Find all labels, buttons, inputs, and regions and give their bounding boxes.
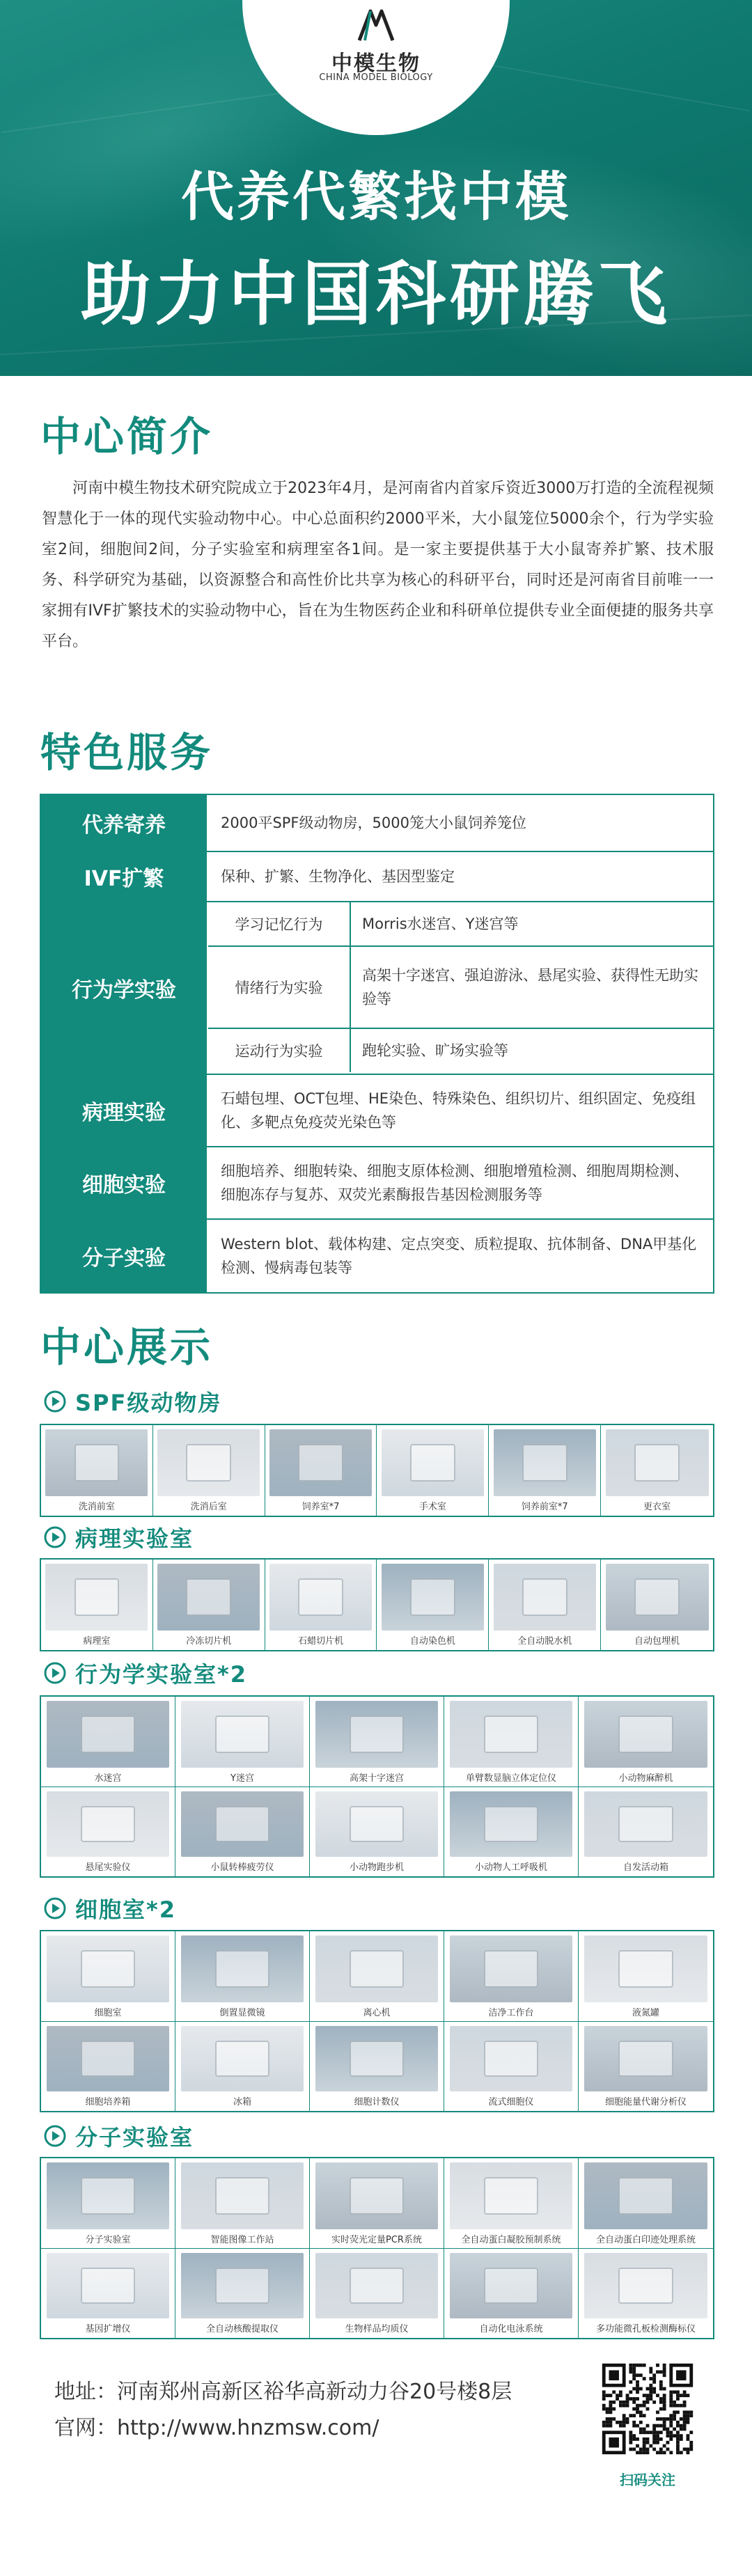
equipment-silhouette xyxy=(522,1444,567,1482)
equipment-silhouette xyxy=(350,1715,404,1753)
equipment-silhouette xyxy=(186,1444,231,1482)
service-detail: 2000平SPF级动物房，5000笼大小鼠饲养笼位 xyxy=(221,815,526,831)
showcase-category-title xyxy=(43,1657,247,1689)
equipment-photo xyxy=(157,1564,260,1631)
equipment-photo xyxy=(315,1935,439,2002)
photo-tile xyxy=(265,1560,377,1650)
equipment-photo xyxy=(181,1701,304,1768)
photo-grid xyxy=(40,1930,714,2112)
equipment-photo xyxy=(382,1429,484,1496)
equipment-photo xyxy=(47,1701,170,1768)
footer-website[interactable]: 官网：http://www.hnzmsw.com/ xyxy=(54,2416,379,2440)
equipment-silhouette xyxy=(298,1444,343,1482)
equipment-photo xyxy=(315,1701,439,1768)
equipment-photo xyxy=(181,2162,304,2229)
equipment-silhouette xyxy=(81,2041,135,2078)
equipment-photo xyxy=(450,2162,573,2229)
photo-tile xyxy=(310,1787,444,1876)
play-circle-icon xyxy=(43,1525,67,1549)
photo-caption: 分子实验室 xyxy=(85,2235,131,2245)
photo-caption: 流式细胞仪 xyxy=(488,2097,534,2107)
services-table xyxy=(40,794,714,1294)
photo-caption: 手术室 xyxy=(418,1502,446,1512)
photo-caption: 小动物麻醉机 xyxy=(618,1773,673,1784)
photo-grid xyxy=(40,2157,714,2339)
equipment-photo xyxy=(47,1791,170,1857)
equipment-silhouette xyxy=(215,1806,269,1843)
equipment-photo xyxy=(450,2253,573,2318)
equipment-photo xyxy=(47,2026,170,2091)
photo-grid xyxy=(40,1558,714,1651)
photo-tile xyxy=(444,1787,579,1876)
service-detail: 保种、扩繁、生物净化、基因型鉴定 xyxy=(221,868,455,885)
service-name: 细胞实验 xyxy=(41,1147,208,1218)
equipment-silhouette xyxy=(618,2268,673,2304)
photo-caption: 小鼠转棒疲劳仪 xyxy=(210,1862,274,1873)
equipment-silhouette xyxy=(522,1578,567,1616)
section-title-services: 特色服务 xyxy=(40,729,214,776)
equipment-photo xyxy=(157,1429,260,1496)
service-row xyxy=(41,1147,713,1220)
hero-subheadline: 助力中国科研腾飞 xyxy=(81,253,671,335)
equipment-silhouette xyxy=(484,1806,538,1843)
photo-caption: 细胞室 xyxy=(94,2008,122,2018)
service-subrow xyxy=(208,947,713,1029)
equipment-silhouette xyxy=(618,2177,673,2215)
photo-caption: 饲养前室*7 xyxy=(521,1502,568,1512)
photo-caption: 基因扩增仪 xyxy=(85,2324,131,2334)
equipment-photo xyxy=(494,1564,596,1631)
equipment-photo xyxy=(584,1935,708,2002)
equipment-silhouette xyxy=(484,2177,538,2215)
showcase-category-title xyxy=(43,2120,194,2152)
equipment-silhouette xyxy=(81,1806,135,1843)
photo-caption: 冰箱 xyxy=(233,2097,251,2107)
equipment-silhouette xyxy=(634,1578,680,1616)
equipment-silhouette xyxy=(81,2268,135,2304)
photo-tile xyxy=(41,2158,175,2249)
photo-caption: 细胞计数仪 xyxy=(354,2097,400,2107)
equipment-photo xyxy=(315,2162,439,2229)
equipment-silhouette xyxy=(350,1950,404,1988)
play-circle-icon xyxy=(43,1661,67,1685)
equipment-photo xyxy=(47,1935,170,2002)
equipment-photo xyxy=(315,1791,439,1857)
equipment-photo xyxy=(181,1935,304,2002)
photo-tile xyxy=(444,2158,579,2249)
equipment-photo xyxy=(47,2253,170,2318)
service-row xyxy=(41,795,713,852)
equipment-photo xyxy=(382,1564,484,1631)
photo-caption: 冷冻切片机 xyxy=(186,1636,232,1647)
photo-tile xyxy=(41,1697,175,1787)
photo-caption: 实时荧光定量PCR系统 xyxy=(331,2235,422,2245)
equipment-photo xyxy=(584,2162,708,2229)
showcase-category-title xyxy=(43,1521,194,1553)
equipment-silhouette xyxy=(81,2177,135,2215)
photo-caption: 全自动核酸提取仪 xyxy=(205,2324,279,2334)
service-name: IVF扩繁 xyxy=(41,852,208,901)
equipment-photo xyxy=(450,2026,573,2091)
service-subrow xyxy=(208,902,713,947)
photo-caption: 洗消前室 xyxy=(78,1502,115,1512)
section-title-intro: 中心简介 xyxy=(40,413,214,460)
equipment-photo xyxy=(181,2253,304,2318)
photo-caption: 智能图像工作站 xyxy=(210,2235,274,2245)
equipment-photo xyxy=(450,1791,573,1857)
photo-tile xyxy=(579,1787,713,1876)
photo-caption: 全自动蛋白印迹处理系统 xyxy=(595,2235,696,2245)
photo-caption: 生物样品均质仪 xyxy=(345,2324,409,2334)
photo-tile xyxy=(601,1425,713,1516)
equipment-silhouette xyxy=(618,2041,673,2078)
photo-tile xyxy=(265,1425,377,1516)
equipment-silhouette xyxy=(484,2041,538,2078)
photo-caption: 多功能微孔板检测酶标仪 xyxy=(595,2324,696,2334)
category-label: 病理实验室 xyxy=(75,1525,194,1552)
photo-caption: 离心机 xyxy=(363,2008,391,2018)
photo-tile xyxy=(489,1425,601,1516)
service-subname: 情绪行为实验 xyxy=(208,947,351,1028)
play-circle-icon xyxy=(43,1896,67,1920)
photo-tile xyxy=(175,2249,310,2338)
equipment-silhouette xyxy=(634,1444,680,1482)
photo-tile xyxy=(175,1931,310,2022)
hero-headline: 代养代繁找中模 xyxy=(181,166,571,228)
photo-grid xyxy=(40,1695,714,1878)
photo-tile xyxy=(175,1787,310,1876)
service-detail: 细胞培养、细胞转染、细胞支原体检测、细胞增殖检测、细胞周期检测、细胞冻存与复苏、双荧光素酶报告基因检测服务等 xyxy=(221,1163,689,1203)
photo-tile xyxy=(41,2022,175,2111)
brand-name-en: CHINA MODEL BIOLOGY xyxy=(319,72,433,83)
photo-caption: 病理室 xyxy=(83,1636,111,1647)
photo-tile xyxy=(579,2158,713,2249)
photo-grid xyxy=(40,1424,714,1517)
photo-caption: 小动物跑步机 xyxy=(349,1862,404,1873)
photo-tile xyxy=(444,2022,579,2111)
service-row xyxy=(41,852,713,902)
photo-tile xyxy=(601,1560,713,1650)
section-title-showcase: 中心展示 xyxy=(40,1324,214,1371)
photo-tile xyxy=(175,1697,310,1787)
photo-caption: 细胞能量代谢分析仪 xyxy=(604,2097,687,2107)
equipment-silhouette xyxy=(618,1806,673,1843)
equipment-silhouette xyxy=(484,1950,538,1988)
equipment-silhouette xyxy=(484,1715,538,1753)
photo-caption: Y迷宫 xyxy=(230,1773,254,1784)
brand-logo-icon xyxy=(355,7,397,43)
photo-tile xyxy=(41,1931,175,2022)
equipment-photo xyxy=(494,1429,596,1496)
equipment-silhouette xyxy=(410,1578,455,1616)
photo-caption: 水迷宫 xyxy=(94,1773,122,1784)
equipment-photo xyxy=(45,1429,148,1496)
photo-caption: 洁净工作台 xyxy=(488,2008,534,2018)
photo-caption: 倒置显微镜 xyxy=(219,2008,265,2018)
equipment-silhouette xyxy=(81,1715,135,1753)
photo-tile xyxy=(579,1931,713,2022)
photo-caption: 自动染色机 xyxy=(409,1636,455,1647)
equipment-silhouette xyxy=(350,2268,404,2304)
service-subtable xyxy=(208,902,713,1074)
equipment-photo xyxy=(584,2253,708,2318)
equipment-silhouette xyxy=(484,2268,538,2304)
intro-paragraph: 河南中模生物技术研究院成立于2023年4月，是河南省内首家斥资近3000万打造的全流程视频智慧化于一体的现代实验动物中心。中心总面积约2000平米，大小鼠笼位5000余个，行为学实验室2间，细胞间2间，分子实验室和病理室各1间。是一家主要提供基于大小鼠寄养扩繁、技术服务、科学研究为基础，以资源整合和高性价比共享为核心的科研平台，同时还是河南省目前唯一一家拥有IVF扩繁技术的实验动物中心，旨在为生物医药企业和科研单位提供专业全面便捷的服务共享平台。 xyxy=(42,480,714,650)
qr-code-icon[interactable] xyxy=(599,2360,696,2458)
photo-caption: 更衣室 xyxy=(643,1502,671,1512)
equipment-silhouette xyxy=(215,1715,269,1753)
equipment-silhouette xyxy=(350,1806,404,1843)
photo-caption: 液氮罐 xyxy=(632,2008,659,2018)
photo-tile xyxy=(579,2022,713,2111)
equipment-photo xyxy=(450,1935,573,2002)
play-circle-icon xyxy=(43,2124,67,2148)
photo-tile xyxy=(153,1425,265,1516)
qr-label: 扫码关注 xyxy=(620,2472,675,2488)
equipment-silhouette xyxy=(81,1950,135,1988)
equipment-photo xyxy=(269,1564,372,1631)
equipment-silhouette xyxy=(350,2177,404,2215)
category-label: 行为学实验室*2 xyxy=(75,1661,248,1688)
photo-tile xyxy=(41,1425,153,1516)
photo-tile xyxy=(310,1931,444,2022)
photo-caption: 石蜡切片机 xyxy=(298,1636,344,1647)
service-name: 行为学实验 xyxy=(41,902,208,1074)
equipment-photo xyxy=(606,1564,709,1631)
equipment-silhouette xyxy=(75,1444,120,1482)
photo-tile xyxy=(579,2249,713,2338)
equipment-photo xyxy=(45,1564,148,1631)
photo-caption: 全自动脱水机 xyxy=(517,1636,572,1647)
equipment-photo xyxy=(269,1429,372,1496)
service-subdetail: Morris水迷宫、Y迷宫等 xyxy=(362,916,519,932)
equipment-photo xyxy=(450,1701,573,1768)
equipment-silhouette xyxy=(618,1715,673,1753)
service-name: 病理实验 xyxy=(41,1075,208,1146)
showcase-category-title xyxy=(43,1892,176,1924)
service-name: 代养寄养 xyxy=(41,795,208,851)
equipment-silhouette xyxy=(215,2268,269,2304)
photo-caption: 自动化电泳系统 xyxy=(479,2324,543,2334)
photo-tile xyxy=(175,2158,310,2249)
equipment-photo xyxy=(606,1429,709,1496)
service-detail: 石蜡包埋、OCT包埋、HE染色、特殊染色、组织切片、组织固定、免疫组化、多靶点免疫荧光染色等 xyxy=(221,1090,696,1131)
photo-caption: 高架十字迷宫 xyxy=(349,1773,404,1784)
service-subdetail: 高架十字迷宫、强迫游泳、悬尾实验、获得性无助实验等 xyxy=(362,967,698,1007)
photo-tile xyxy=(377,1560,489,1650)
photo-tile xyxy=(444,1931,579,2022)
equipment-photo xyxy=(584,2026,708,2091)
photo-tile xyxy=(41,1787,175,1876)
service-subdetail: 跑轮实验、旷场实验等 xyxy=(362,1042,508,1059)
hero-banner xyxy=(0,0,752,376)
equipment-silhouette xyxy=(350,2041,404,2078)
equipment-silhouette xyxy=(215,2177,269,2215)
equipment-photo xyxy=(181,1791,304,1857)
equipment-photo xyxy=(315,2253,439,2318)
photo-tile xyxy=(310,2022,444,2111)
photo-caption: 小动物人工呼吸机 xyxy=(474,1862,547,1873)
photo-caption: 单臂数显脑立体定位仪 xyxy=(465,1773,556,1784)
equipment-photo xyxy=(47,2162,170,2229)
equipment-silhouette xyxy=(186,1578,231,1616)
photo-tile xyxy=(579,1697,713,1787)
play-circle-icon xyxy=(43,1390,67,1413)
photo-caption: 洗消后室 xyxy=(190,1502,227,1512)
photo-caption: 自动包埋机 xyxy=(634,1636,680,1647)
photo-tile xyxy=(310,2158,444,2249)
equipment-silhouette xyxy=(75,1578,120,1616)
equipment-photo xyxy=(584,1701,708,1768)
photo-tile xyxy=(41,2249,175,2338)
service-subname: 学习记忆行为 xyxy=(208,902,351,945)
category-label: 细胞室*2 xyxy=(75,1896,177,1923)
photo-tile xyxy=(489,1560,601,1650)
showcase-category-title xyxy=(43,1385,221,1417)
photo-caption: 细胞培养箱 xyxy=(85,2097,131,2107)
brand-name-cn: 中模生物 xyxy=(331,52,421,76)
service-row xyxy=(41,1220,713,1292)
photo-tile xyxy=(444,1697,579,1787)
category-label: 分子实验室 xyxy=(75,2124,194,2151)
photo-tile xyxy=(377,1425,489,1516)
photo-caption: 自发活动箱 xyxy=(622,1862,668,1873)
photo-tile xyxy=(41,1560,153,1650)
equipment-photo xyxy=(584,1791,708,1857)
service-subname: 运动行为实验 xyxy=(208,1029,351,1072)
equipment-photo xyxy=(315,2026,439,2091)
photo-caption: 全自动蛋白凝胶预制系统 xyxy=(461,2235,561,2245)
photo-tile xyxy=(310,1697,444,1787)
footer-address: 地址：河南郑州高新区裕华高新动力谷20号楼8层 xyxy=(54,2380,512,2404)
equipment-silhouette xyxy=(215,1950,269,1988)
service-name: 分子实验 xyxy=(41,1220,208,1292)
equipment-silhouette xyxy=(410,1444,455,1482)
photo-tile xyxy=(175,2022,310,2111)
service-detail: Western blot、载体构建、定点突变、质粒提取、抗体制备、DNA甲基化检测、慢病毒包装等 xyxy=(221,1236,697,1276)
equipment-silhouette xyxy=(618,1950,673,1988)
service-subrow xyxy=(208,1029,713,1072)
photo-caption: 饲养室*7 xyxy=(301,1502,340,1512)
service-row xyxy=(41,902,713,1075)
photo-tile xyxy=(153,1560,265,1650)
service-row xyxy=(41,1075,713,1147)
category-label: SPF级动物房 xyxy=(75,1390,222,1416)
equipment-silhouette xyxy=(298,1578,343,1616)
photo-tile xyxy=(444,2249,579,2338)
photo-tile xyxy=(310,2249,444,2338)
equipment-photo xyxy=(181,2026,304,2091)
photo-caption: 悬尾实验仪 xyxy=(85,1862,131,1873)
equipment-silhouette xyxy=(215,2041,269,2078)
